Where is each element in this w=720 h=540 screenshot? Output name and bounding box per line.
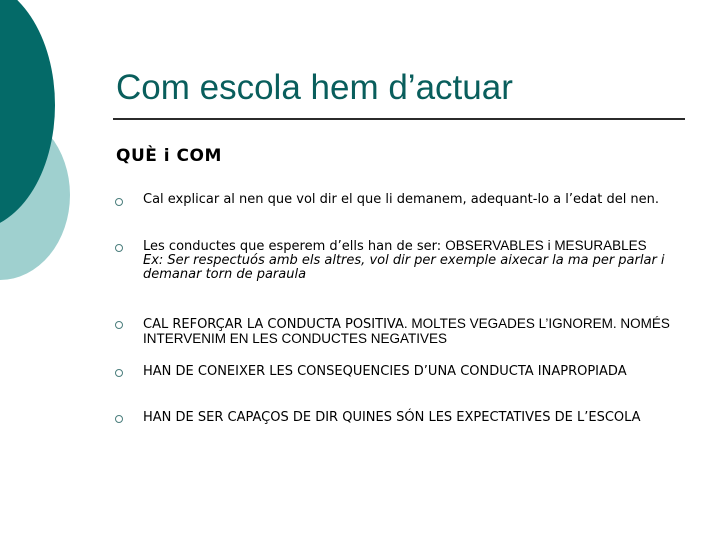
bullet-item-2-emphasis: OBSERVABLES i MESURABLES — [445, 238, 647, 253]
decorative-circles — [0, 0, 80, 300]
bullet-item-4: HAN DE CONEIXER LES CONSEQUENCIES D’UNA CONDUCTA INAPROPIADA — [143, 364, 627, 379]
slide-title: Com escola hem d’actuar — [116, 68, 513, 107]
bullet-item-2-text: Les conductes que esperem d’ells han de ser: — [143, 239, 446, 254]
slide-subtitle: QUÈ i COM — [116, 146, 222, 166]
bullet-item-2 — [143, 239, 683, 282]
bullet-circle-icon — [115, 321, 123, 329]
bullet-circle-icon — [115, 369, 123, 377]
bullet-circle-icon — [115, 244, 123, 252]
bullet-item-1: Cal explicar al nen que vol dir el que li demanem, adequant-lo a l’edat del nen. — [143, 192, 660, 207]
bullet-item-3-rest: . MOLTES VEGADES L’IGNOREM. NOMÉS INTERVENIM EN LES CONDUCTES NEGATIVES — [143, 316, 670, 346]
bullet-item-2-example: Ex: Ser respectuós amb els altres, vol dir per exemple aixecar la ma per parlar i demanar torn de paraula — [143, 253, 665, 282]
bullet-item-3 — [143, 317, 683, 347]
bullet-circle-icon — [115, 415, 123, 423]
bullet-circle-icon — [115, 198, 123, 206]
bullet-item-3-strong: CAL REFORÇAR LA CONDUCTA POSITIVA — [143, 317, 404, 332]
bullet-item-5: HAN DE SER CAPAÇOS DE DIR QUINES SÓN LES EXPECTATIVES DE L’ESCOLA — [143, 410, 641, 425]
title-divider — [113, 118, 685, 120]
